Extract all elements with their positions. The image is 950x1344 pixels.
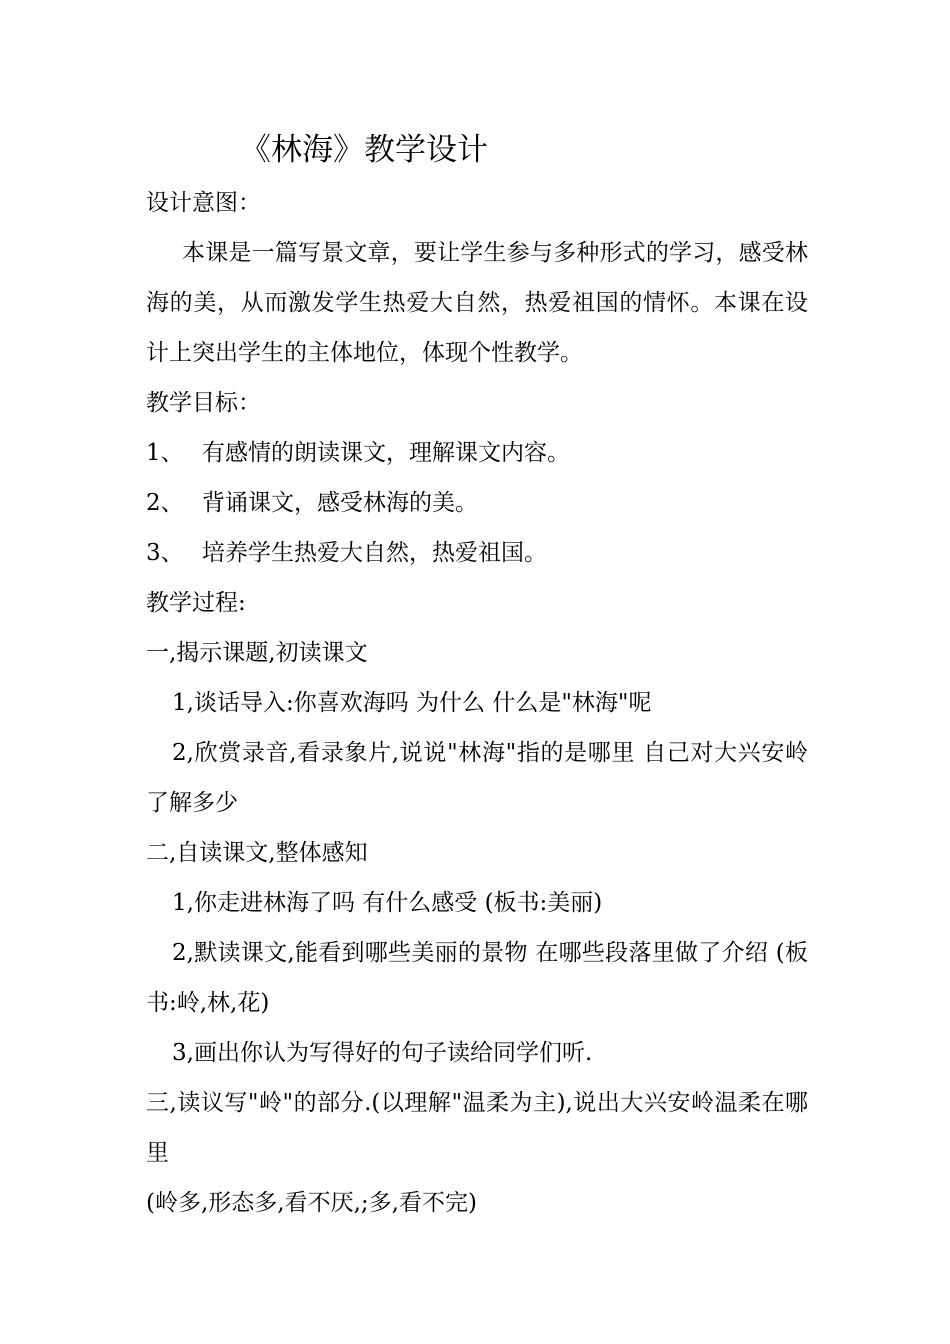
section-note: (岭多,形态多,看不厌,;多,看不完)	[146, 1190, 477, 1216]
document-page	[146, 128, 808, 1228]
intent-heading: 设计意图：	[146, 190, 261, 216]
goal-number: 3、	[146, 540, 184, 566]
section-item: 2,欣赏录音,看录象片,说说"林海"指的是哪里 自己对大兴安岭了解多少	[146, 740, 808, 816]
section-item: 3,画出你认为写得好的句子读给同学们听.	[172, 1040, 593, 1066]
goal-item	[146, 528, 808, 578]
goal-number: 1、	[146, 440, 184, 466]
section-heading: 三,读议写"岭"的部分.(以理解"温柔为主),说出大兴安岭温柔在哪里	[146, 1090, 808, 1166]
goal-item	[146, 428, 808, 478]
section-item: 1,谈话导入:你喜欢海吗 为什么 什么是"林海"呢	[172, 690, 652, 716]
goal-text: 有感情的朗读课文，理解课文内容。	[202, 440, 570, 466]
goal-number: 2、	[146, 490, 184, 516]
process-heading: 教学过程:	[146, 590, 246, 616]
section-heading: 二,自读课文,整体感知	[146, 840, 368, 866]
intent-paragraph: 本课是一篇写景文章，要让学生参与多种形式的学习，感受林海的美，从而激发学生热爱大自然，热爱祖国的情怀。本课在设计上突出学生的主体地位，体现个性教学。	[146, 240, 808, 366]
goal-text: 背诵课文，感受林海的美。	[202, 490, 478, 516]
section-heading: 一,揭示课题,初读课文	[146, 640, 368, 666]
goal-item	[146, 478, 808, 528]
goals-heading: 教学目标：	[146, 390, 261, 416]
goal-text: 培养学生热爱大自然，热爱祖国。	[202, 540, 547, 566]
section-item: 2,默读课文,能看到哪些美丽的景物 在哪些段落里做了介绍 (板书:岭,林,花)	[146, 940, 808, 1016]
section-item: 1,你走进林海了吗 有什么感受 (板书:美丽)	[172, 890, 603, 916]
document-title: 《林海》教学设计	[240, 132, 488, 168]
